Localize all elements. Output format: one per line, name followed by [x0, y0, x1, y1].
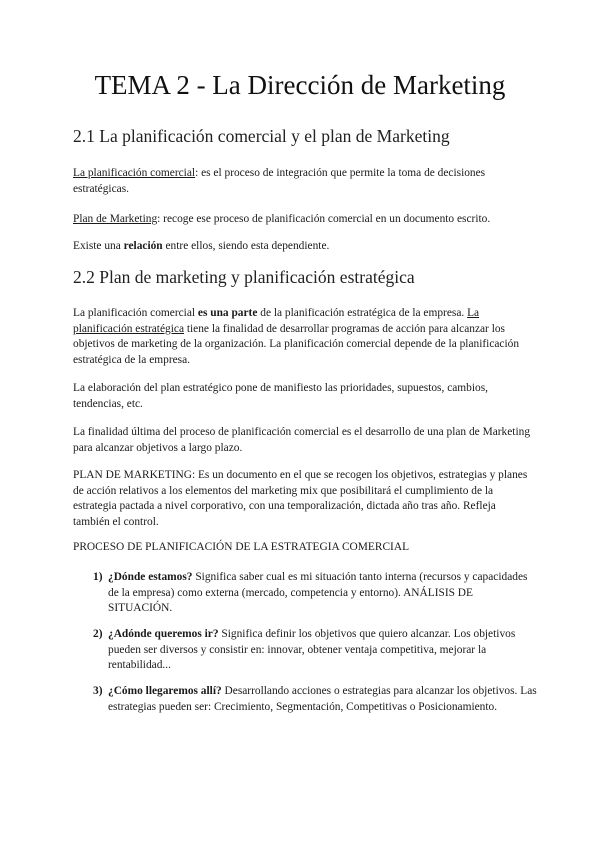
definition-text: : recoge ese proceso de planificación comercial en un documento escrito.: [157, 213, 491, 225]
text-span: tiene la finalidad de desarrollar programas de acción para alcanzar los objetivos de marketing de la organización. La planificación comercial depende de la planificación estratégica de la empresa.: [73, 322, 520, 366]
list-text: [108, 684, 538, 715]
term-planificacion-comercial: La planificación comercial: [73, 167, 196, 179]
question-bold: ¿Dónde estamos?: [108, 571, 193, 583]
list-number: 2): [93, 628, 103, 640]
list-number: 3): [93, 685, 103, 697]
section-heading-2-1: 2.1 La planificación comercial y el plan de Marketing: [73, 126, 450, 146]
paragraph-es-una-parte: [73, 306, 535, 368]
list-text: [108, 570, 538, 617]
page-title: TEMA 2 - La Dirección de Marketing: [94, 70, 506, 100]
paragraph-proceso-heading: PROCESO DE PLANIFICACIÓN DE LA ESTRATEGIA COMERCIAL: [73, 541, 410, 553]
text-span: La planificación comercial: [73, 307, 198, 319]
paragraph-relacion: [73, 239, 535, 255]
list-item-step-2: [93, 627, 538, 674]
question-bold: ¿Adónde queremos ir?: [108, 628, 219, 640]
text-span: Existe una: [73, 240, 124, 252]
text-span: Desarrollando acciones o estrategias para alcanzar los objetivos. Las estrategias pueden ser: Crecimiento, Segmentación, Competitivas o Posicionamiento.: [108, 685, 537, 713]
list-item-step-3: [93, 684, 538, 715]
text-span: Significa saber cual es mi situación tanto interna (recursos y capacidades de la empresa) como externa (mercado, competencia y entorno). ANÁLISIS DE SITUACIÓN.: [108, 571, 528, 614]
text-span: de la planificación estratégica de la empresa.: [257, 307, 468, 319]
paragraph-plan-de-marketing-definicion: PLAN DE MARKETING: Es un documento en el que se recogen los objetivos, estrategias y planes de acción relativos a los elementos del marketing mix que posibilitará el cumplimiento de la estrategia pactada a nivel corporativo, con una temporalización, dictada año tras año. Refleja también el control.: [73, 469, 528, 528]
paragraph-finalidad: La finalidad última del proceso de planificación comercial es el desarrollo de una plan de Marketing para alcanzar objetivos a largo plazo.: [73, 426, 531, 454]
paragraph-elaboracion: La elaboración del plan estratégico pone de manifiesto las prioridades, supuestos, cambios, tendencias, etc.: [73, 382, 488, 410]
bold-relacion: relación: [123, 240, 163, 252]
text-span: Significa definir los objetivos que quiero alcanzar. Los objetivos pueden ser diversos y consistir en: innovar, obtener ventaja competitiva, mejorar la rentabilidad...: [108, 628, 516, 671]
text-span: entre ellos, siendo esta dependiente.: [162, 240, 330, 252]
paragraph-planificacion-comercial: [73, 166, 535, 197]
bold-es-una-parte: es una parte: [197, 307, 258, 319]
question-bold: ¿Cómo llegaremos allí?: [108, 685, 222, 697]
list-text: [108, 627, 538, 674]
list-number: 1): [93, 571, 103, 583]
list-item-step-1: [93, 570, 538, 617]
definition-text: : es el proceso de integración que permite la toma de decisiones estratégicas.: [73, 167, 486, 195]
paragraph-plan-de-marketing: [73, 212, 535, 228]
section-heading-2-2: 2.2 Plan de marketing y planificación estratégica: [73, 267, 415, 287]
term-planificacion-estrategica: La planificación estratégica: [73, 307, 480, 335]
term-plan-de-marketing: Plan de Marketing: [73, 213, 158, 225]
